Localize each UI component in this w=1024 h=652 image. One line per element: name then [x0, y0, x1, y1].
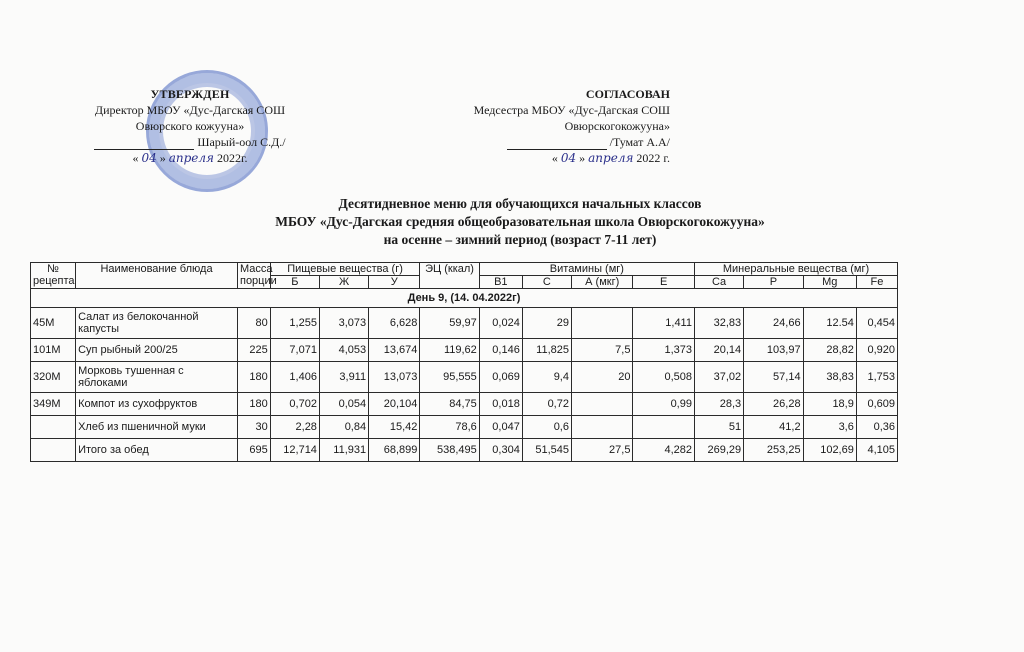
cell-fat: 3,073	[319, 308, 368, 339]
header-minerals: Минеральные вещества (мг)	[694, 263, 897, 276]
cell-vitamin-e: 1,373	[633, 339, 695, 362]
cell-portion-mass: 80	[237, 308, 270, 339]
cell-energy: 78,6	[420, 416, 479, 439]
header-phosphorus: P	[744, 276, 803, 289]
cell-iron: 1,753	[856, 362, 897, 393]
cell-vitamin-a: 7,5	[571, 339, 632, 362]
cell-vitamin-e	[633, 416, 695, 439]
approval-block-nurse	[440, 86, 670, 166]
cell-dish-name: Морковь тушенная с яблоками	[76, 362, 238, 393]
header-vitamin-b1: В1	[479, 276, 522, 289]
cell-carbs: 20,104	[369, 393, 420, 416]
cell-protein: 2,28	[270, 416, 319, 439]
cell-vitamin-b1: 0,069	[479, 362, 522, 393]
date-month: апреля	[168, 151, 214, 165]
cell-calcium: 51	[694, 416, 743, 439]
cell-vitamin-a	[571, 416, 632, 439]
cell-vitamin-c: 29	[522, 308, 571, 339]
cell-protein: 1,406	[270, 362, 319, 393]
cell-dish-name: Суп рыбный 200/25	[76, 339, 238, 362]
cell-energy: 95,555	[420, 362, 479, 393]
date-year: 2022 г.	[636, 151, 670, 165]
header-portion-mass: Масса порции	[237, 263, 270, 289]
header-nutrients: Пищевые вещества (г)	[270, 263, 420, 276]
table-row	[31, 339, 898, 362]
day-row	[31, 289, 898, 308]
header-magnesium: Mg	[803, 276, 856, 289]
cell-portion-mass: 30	[237, 416, 270, 439]
cell-calcium: 269,29	[694, 439, 743, 462]
header-calcium: Ca	[694, 276, 743, 289]
cell-vitamin-c: 0,72	[522, 393, 571, 416]
cell-vitamin-e: 0,508	[633, 362, 695, 393]
cell-phosphorus: 253,25	[744, 439, 803, 462]
cell-vitamin-c: 0,6	[522, 416, 571, 439]
menu-title-line2: МБОУ «Дус-Дагская средняя общеобразовательная школа Овюрскогокожууна»	[275, 214, 765, 229]
approval-heading: СОГЛАСОВАН	[585, 87, 670, 101]
approval-date: « 04 » апреля 2022г.	[132, 151, 248, 165]
cell-magnesium: 12.54	[803, 308, 856, 339]
cell-magnesium: 38,83	[803, 362, 856, 393]
date-year: 2022г.	[216, 151, 248, 165]
cell-vitamin-a: 20	[571, 362, 632, 393]
cell-carbs: 15,42	[369, 416, 420, 439]
cell-recipe-number: 45М	[31, 308, 76, 339]
approval-signer: /Тумат А.А/	[609, 135, 670, 149]
approval-signature-line	[440, 134, 670, 150]
table-row	[31, 439, 898, 462]
cell-calcium: 28,3	[694, 393, 743, 416]
cell-vitamin-b1: 0,047	[479, 416, 522, 439]
cell-protein: 7,071	[270, 339, 319, 362]
signature-underline	[507, 137, 607, 150]
table-row	[31, 362, 898, 393]
cell-recipe-number	[31, 439, 76, 462]
cell-protein: 1,255	[270, 308, 319, 339]
cell-recipe-number: 320М	[31, 362, 76, 393]
cell-phosphorus: 103,97	[744, 339, 803, 362]
header-vitamin-c: С	[522, 276, 571, 289]
header-protein: Б	[270, 276, 319, 289]
cell-carbs: 13,073	[369, 362, 420, 393]
cell-vitamin-c: 51,545	[522, 439, 571, 462]
table-row	[31, 308, 898, 339]
cell-portion-mass: 180	[237, 362, 270, 393]
cell-vitamin-b1: 0,304	[479, 439, 522, 462]
cell-vitamin-c: 9,4	[522, 362, 571, 393]
cell-vitamin-e: 0,99	[633, 393, 695, 416]
cell-dish-name: Салат из белокочанной капусты	[76, 308, 238, 339]
approval-signer: Шарый-оол С.Д./	[197, 135, 286, 149]
cell-vitamin-a: 27,5	[571, 439, 632, 462]
cell-magnesium: 28,82	[803, 339, 856, 362]
approval-signature-line	[60, 134, 320, 150]
cell-dish-name: Хлеб из пшеничной муки	[76, 416, 238, 439]
menu-table	[30, 262, 898, 462]
table-row	[31, 416, 898, 439]
cell-portion-mass: 225	[237, 339, 270, 362]
cell-energy: 59,97	[420, 308, 479, 339]
cell-fat: 3,911	[319, 362, 368, 393]
header-iron: Fe	[856, 276, 897, 289]
cell-vitamin-e: 4,282	[633, 439, 695, 462]
cell-portion-mass: 180	[237, 393, 270, 416]
cell-fat: 0,054	[319, 393, 368, 416]
cell-iron: 0,920	[856, 339, 897, 362]
cell-fat: 4,053	[319, 339, 368, 362]
header-vitamin-e: Е	[633, 276, 695, 289]
cell-vitamin-e: 1,411	[633, 308, 695, 339]
cell-carbs: 13,674	[369, 339, 420, 362]
cell-energy: 538,495	[420, 439, 479, 462]
cell-dish-name: Итого за обед	[76, 439, 238, 462]
cell-dish-name: Компот из сухофруктов	[76, 393, 238, 416]
cell-phosphorus: 41,2	[744, 416, 803, 439]
cell-recipe-number: 349М	[31, 393, 76, 416]
cell-phosphorus: 24,66	[744, 308, 803, 339]
cell-carbs: 6,628	[369, 308, 420, 339]
cell-vitamin-b1: 0,146	[479, 339, 522, 362]
cell-iron: 0,36	[856, 416, 897, 439]
date-day: 04	[141, 151, 157, 165]
cell-magnesium: 18,9	[803, 393, 856, 416]
cell-magnesium: 3,6	[803, 416, 856, 439]
date-month: апреля	[588, 151, 634, 165]
table-row	[31, 393, 898, 416]
date-day: 04	[560, 151, 577, 165]
cell-carbs: 68,899	[369, 439, 420, 462]
signature-underline	[94, 137, 194, 150]
cell-protein: 12,714	[270, 439, 319, 462]
approval-organization: Овюрского кожууна»	[135, 119, 245, 133]
approval-organization: Овюрскогокожууна»	[564, 119, 670, 133]
cell-vitamin-a	[571, 393, 632, 416]
header-fat: Ж	[319, 276, 368, 289]
cell-energy: 84,75	[420, 393, 479, 416]
cell-calcium: 20,14	[694, 339, 743, 362]
cell-magnesium: 102,69	[803, 439, 856, 462]
approval-position: Директор МБОУ «Дус-Дагская СОШ	[94, 103, 286, 117]
cell-iron: 4,105	[856, 439, 897, 462]
table-header-row	[31, 263, 898, 276]
approval-date: « 04 » апреля 2022 г.	[551, 151, 670, 165]
day-label: День 9, (14. 04.2022г)	[31, 289, 898, 308]
cell-vitamin-c: 11,825	[522, 339, 571, 362]
approval-position: Медсестра МБОУ «Дус-Дагская СОШ	[473, 103, 670, 117]
cell-energy: 119,62	[420, 339, 479, 362]
header-energy: ЭЦ (ккал)	[420, 263, 479, 289]
cell-protein: 0,702	[270, 393, 319, 416]
cell-vitamin-b1: 0,024	[479, 308, 522, 339]
header-recipe: № рецепта	[31, 263, 76, 289]
cell-recipe-number: 101М	[31, 339, 76, 362]
cell-iron: 0,609	[856, 393, 897, 416]
cell-vitamin-b1: 0,018	[479, 393, 522, 416]
header-vitamin-a: А (мкг)	[571, 276, 632, 289]
approval-heading: УТВЕРЖДЕН	[150, 87, 230, 101]
menu-title-line3: на осенне – зимний период (возраст 7-11 лет)	[383, 232, 657, 247]
cell-calcium: 32,83	[694, 308, 743, 339]
menu-title-line1: Десятидневное меню для обучающихся начальных классов	[338, 196, 702, 211]
cell-fat: 0,84	[319, 416, 368, 439]
header-vitamins: Витамины (мг)	[479, 263, 694, 276]
cell-phosphorus: 26,28	[744, 393, 803, 416]
cell-vitamin-a	[571, 308, 632, 339]
approval-block-director	[60, 86, 320, 166]
cell-fat: 11,931	[319, 439, 368, 462]
header-carbs: У	[369, 276, 420, 289]
cell-portion-mass: 695	[237, 439, 270, 462]
cell-phosphorus: 57,14	[744, 362, 803, 393]
cell-recipe-number	[31, 416, 76, 439]
cell-iron: 0,454	[856, 308, 897, 339]
header-dish-name: Наименование блюда	[76, 263, 238, 289]
cell-calcium: 37,02	[694, 362, 743, 393]
